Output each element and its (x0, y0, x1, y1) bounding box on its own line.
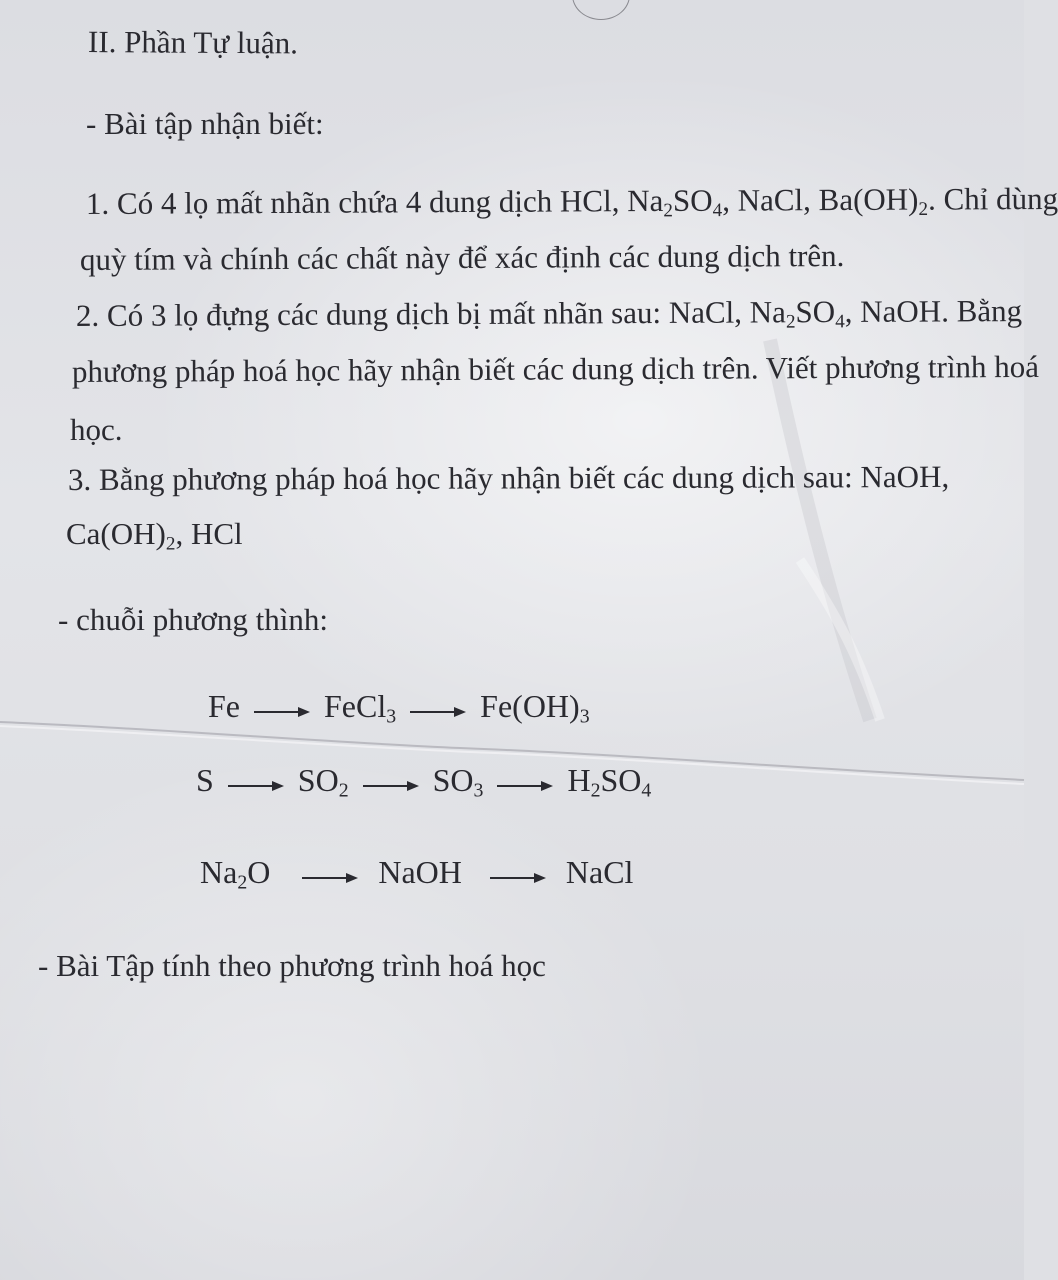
q2-line1: 2. Có 3 lọ đựng các dung dịch bị mất nhãn sau: NaCl, $Na_2SO_4$, NaOH. Bằng (75, 293, 1023, 333)
arrow-icon (228, 781, 284, 791)
q3-line1: 3. Bằng phương pháp hoá học hãy nhận biết các dung dịch sau: NaOH, (67, 458, 950, 497)
q3-line2: $Ca(OH)_2$, HCl (66, 516, 243, 555)
q2-line2: phương pháp hoá học hãy nhận biết các dung dịch trên. Viết phương trình hoá (71, 348, 1040, 389)
reaction-chain-na: $Na_2O$ NaOH NaCl (200, 854, 634, 894)
arrow-icon (302, 873, 358, 883)
reaction-chain-fe: Fe FeCl$_3$ $Fe(OH)_3$ (208, 688, 590, 728)
q1-line1: 1. Có 4 lọ mất nhãn chứa 4 dung dịch HCl, $Na_2SO_4$, NaCl, $Ba(OH)_2$. Chỉ dùng (85, 180, 1058, 222)
section-identify-title: - Bài tập nhận biết: (86, 106, 324, 141)
arrow-icon (497, 781, 553, 791)
section-heading: II. Phần Tự luận. (87, 24, 299, 61)
q1-line2: quỳ tím và chính các chất này để xác định các dung dịch trên. (79, 237, 845, 277)
section-calc-title: - Bài Tập tính theo phương trình hoá học (38, 948, 546, 983)
q2-line3: học. (70, 412, 123, 447)
section-chain-title: - chuỗi phương thình: (58, 602, 328, 637)
arrow-icon (363, 781, 419, 791)
arrow-icon (254, 707, 310, 717)
arrow-icon (410, 707, 466, 717)
arrow-icon (490, 873, 546, 883)
circle-mark (572, 0, 630, 20)
reaction-chain-s: S $SO_2$ $SO_3$ $H_2SO_4$ (196, 762, 652, 802)
